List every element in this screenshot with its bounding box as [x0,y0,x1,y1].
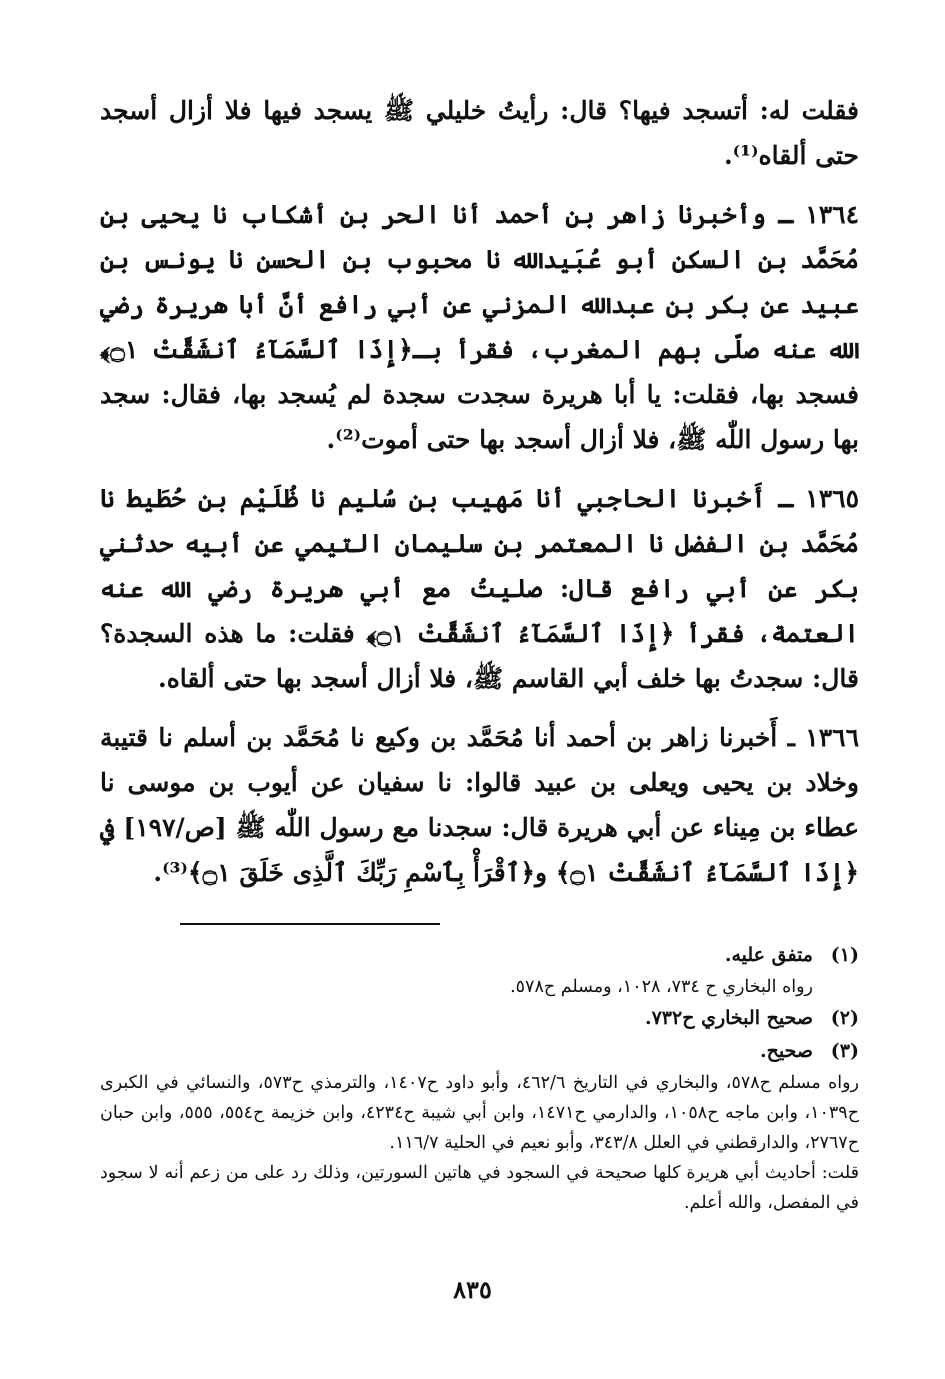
footnote-3 [100,1035,859,1068]
footnote-marker: (٢) [830,1007,859,1029]
footnote-title: متفق عليه. [724,944,813,966]
footnote-line: رواه البخاري ح ٧٣٤، ١٠٢٨، ومسلم ح٥٧٨. [510,977,813,997]
main-text [100,88,859,895]
page-number: ٨٣٥ [453,1275,492,1304]
footnote-separator [180,923,440,925]
footnote-1 [100,939,859,972]
footnote-marker: (١) [830,944,859,966]
paragraph-1365: ١٣٦٥ ـ أَخبرنا الحاجبي أنا مَهيب بن سُليم نا ظُلَيْم بن حُطَيط نا مُحَمَّد بن الفضل نا المعتمر بن سليمان التيمي عن أبيه حدثني بكر عن أبي رافع قال: صليتُ مع أبي هريرة رضي الله عنه العتمة، فقرأ ﴿إِذَا ٱلسَّمَآءُ ٱنشَقَّتْ ۝١﴾ فقلت: ما هذه السجدة؟ قال: سجدتُ بها خلف أبي القاسم ﷺ، فلا أزال أسجد بها حتى ألقاه. [100,484,859,693]
footnote-marker: (٣) [830,1040,859,1062]
paragraph-continuation: فقلت له: أتسجد فيها؟ قال: رأيتُ خليلي ﷺ يسجد فيها فلا أزال أسجد حتى ألقاه⁽¹⁾. [100,96,859,170]
paragraph-1366: ١٣٦٦ ـ أَخبرنا زاهر بن أحمد أنا مُحَمَّد بن وكيع نا مُحَمَّد بن أسلم نا قتيبة وخلاد بن يحيى ويعلى بن عبيد قالوا: نا سفيان عن أيوب بن موسى نا عطاء بن مِيناء عن أبي هريرة قال: سجدنا مع رسول اللّٰه ﷺ [ص/١٩٧] في ﴿إِذَا ٱلسَّمَآءُ ٱنشَقَّتْ ۝١﴾ و﴿ٱقْرَأْ بِٱسْمِ رَبِّكَ ٱلَّذِى خَلَقَ ۝١﴾⁽³⁾. [100,723,860,887]
footnote-2 [100,1002,859,1035]
footnote-title: صحيح البخاري ح٧٣٢. [644,1007,813,1029]
footnotes [100,939,859,1218]
paragraph-1364: ١٣٦٤ ـ وأخبرنا زاهر بن أحمد أنا الحر بن أشكاب نا يحيى بن مُحَمَّد بن السكن أبو عُبَيدالله نا محبوب بن الحسن نا يونس بن عبيد عن بكر بن عبدالله المزني عن أبي رافع أنَّ أبا هريرة رضي الله عنه صلّى بهم المغرب، فقرأ بـ﴿إِذَا ٱلسَّمَآءُ ٱنشَقَّتْ ۝١﴾ فسجد بها، فقلت: يا أبا هريرة سجدت سجدة لم يُسجد بها، فقال: سجد بها رسول اللّٰه ﷺ، فلا أزال أسجد بها حتى أموت⁽²⁾. [100,200,859,454]
footnote-line: رواه مسلم ح٥٧٨، والبخاري في التاريخ ٤٦٢/٦، وأبو داود ح١٤٠٧، والترمذي ح٥٧٣، والنسائي في الكبرى ح١٠٣٩، وابن ماجه ح١٠٥٨، والدارمي ح١٤٧١، وابن أبي شيبة ح٤٢٣٤، وابن خزيمة ح٥٥٤، ٥٥٥، وابن حبان ح٢٧٦٧، والدارقطني في العلل ٣٤٣/٨، وأبو نعيم في الحلية ١١٦/٧. [100,1073,860,1153]
footnote-line: قلت: أحاديث أبي هريرة كلها صحيحة في السجود في هاتين السورتين، وذلك رد على من زعم أنه لا سجود في المفصل، والله أعلم. [100,1163,859,1213]
footnote-title: صحيح. [759,1040,813,1062]
